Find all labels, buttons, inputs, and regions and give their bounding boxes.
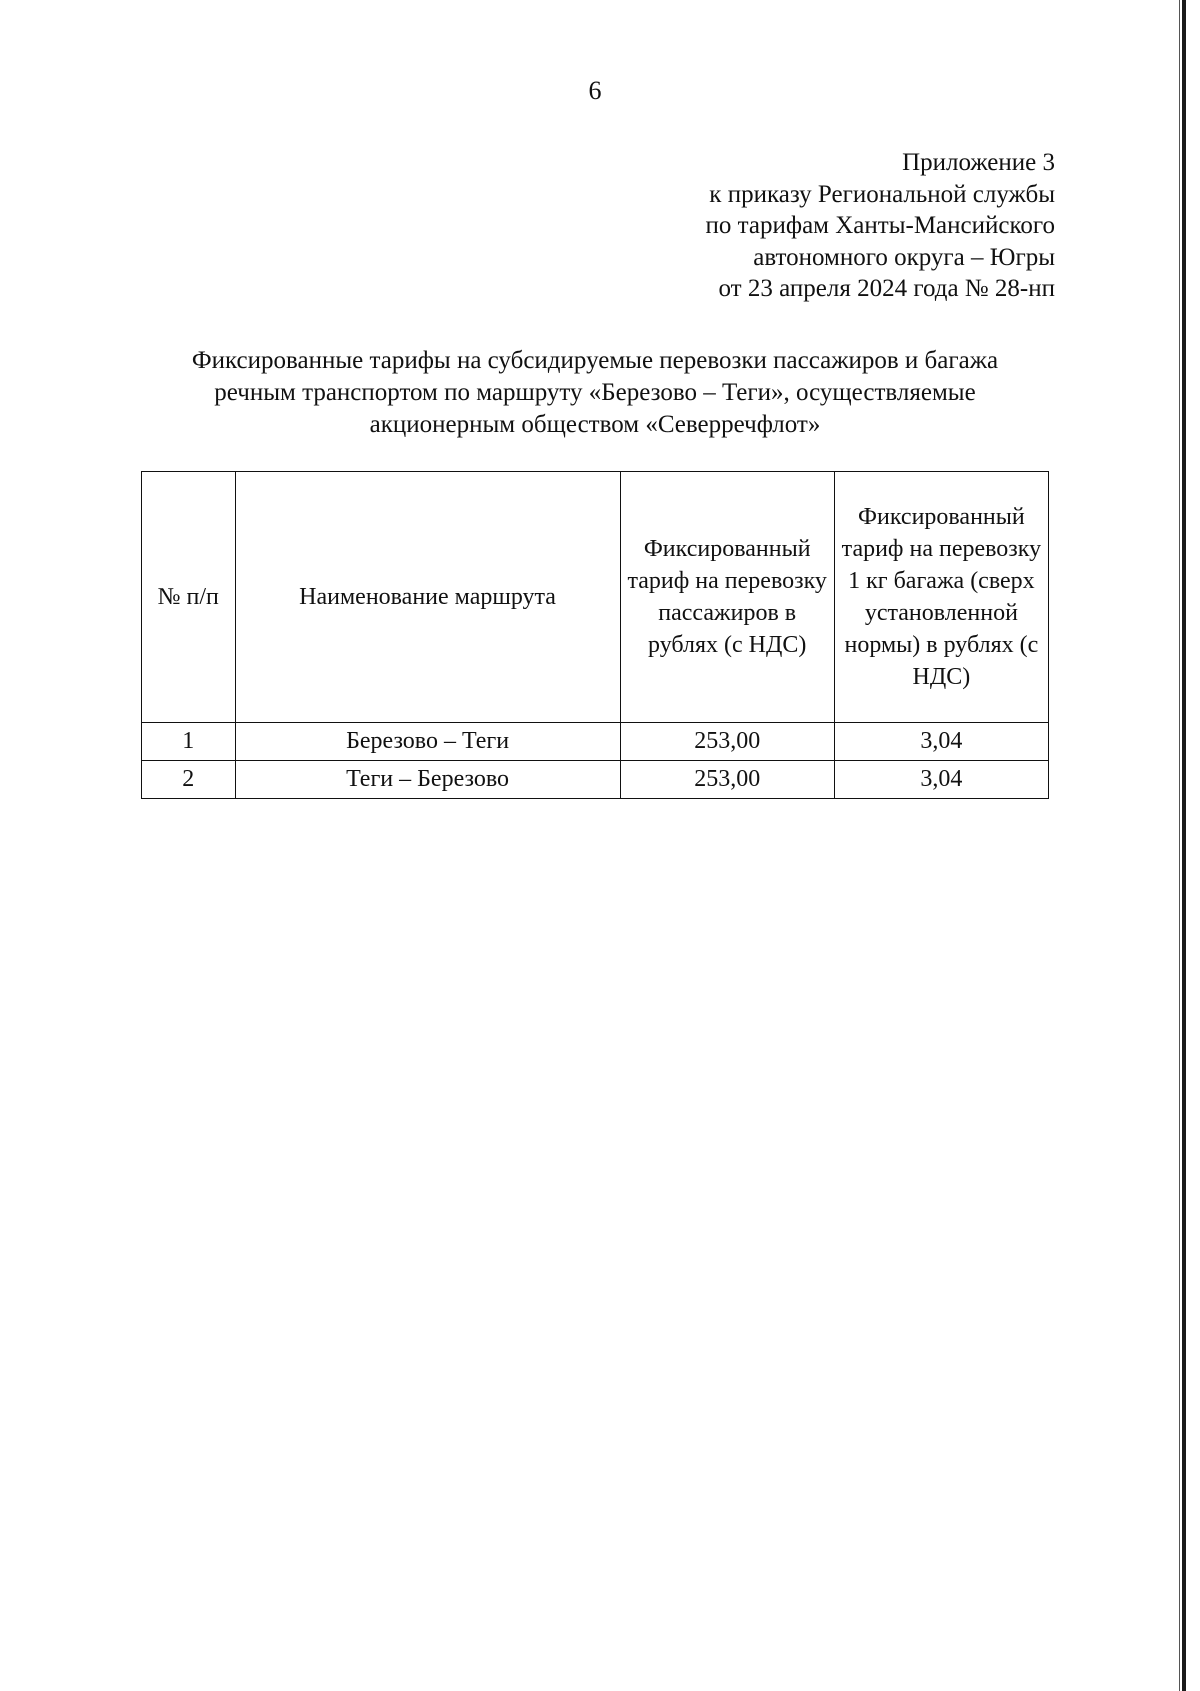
header-baggage-tariff: Фиксированный тариф на перевозку 1 кг багажа (сверх установленной нормы) в рублях (с НДС) bbox=[834, 472, 1048, 723]
cell-route: Березово – Теги bbox=[235, 723, 620, 761]
table-header-row bbox=[142, 472, 1049, 723]
document-title bbox=[120, 345, 1070, 441]
cell-passenger-tariff: 253,00 bbox=[620, 723, 834, 761]
appendix-line: от 23 апреля 2024 года № 28-нп bbox=[718, 275, 1055, 302]
appendix-line: автономного округа – Югры bbox=[753, 243, 1055, 271]
tariff-table bbox=[141, 471, 1049, 799]
table-body bbox=[142, 723, 1049, 799]
header-passenger-tariff: Фиксированный тариф на перевозку пассажиров в рублях (с НДС) bbox=[620, 472, 834, 723]
table-row bbox=[142, 723, 1049, 761]
scan-page-edge-line bbox=[1179, 0, 1180, 1691]
appendix-line: по тарифам Ханты-Мансийского bbox=[705, 212, 1055, 239]
cell-baggage-tariff: 3,04 bbox=[834, 723, 1048, 761]
cell-passenger-tariff: 253,00 bbox=[620, 761, 834, 799]
appendix-reference bbox=[706, 147, 1055, 305]
cell-number: 2 bbox=[142, 761, 236, 799]
cell-number: 1 bbox=[142, 723, 236, 761]
title-line: речным транспортом по маршруту «Березово – Теги», осуществляемые bbox=[214, 379, 976, 406]
header-number: № п/п bbox=[142, 472, 236, 723]
scan-page-edge bbox=[1182, 0, 1186, 1691]
cell-baggage-tariff: 3,04 bbox=[834, 761, 1048, 799]
table-row bbox=[142, 761, 1049, 799]
cell-route: Теги – Березово bbox=[235, 761, 620, 799]
appendix-line: к приказу Региональной службы bbox=[709, 180, 1055, 208]
page-number: 6 bbox=[588, 76, 602, 105]
table-header bbox=[142, 472, 1049, 723]
appendix-line: Приложение 3 bbox=[902, 149, 1055, 176]
header-route-name: Наименование маршрута bbox=[235, 472, 620, 723]
title-line: акционерным обществом «Северречфлот» bbox=[369, 411, 821, 438]
title-line: Фиксированные тарифы на субсидируемые перевозки пассажиров и багажа bbox=[191, 347, 999, 374]
